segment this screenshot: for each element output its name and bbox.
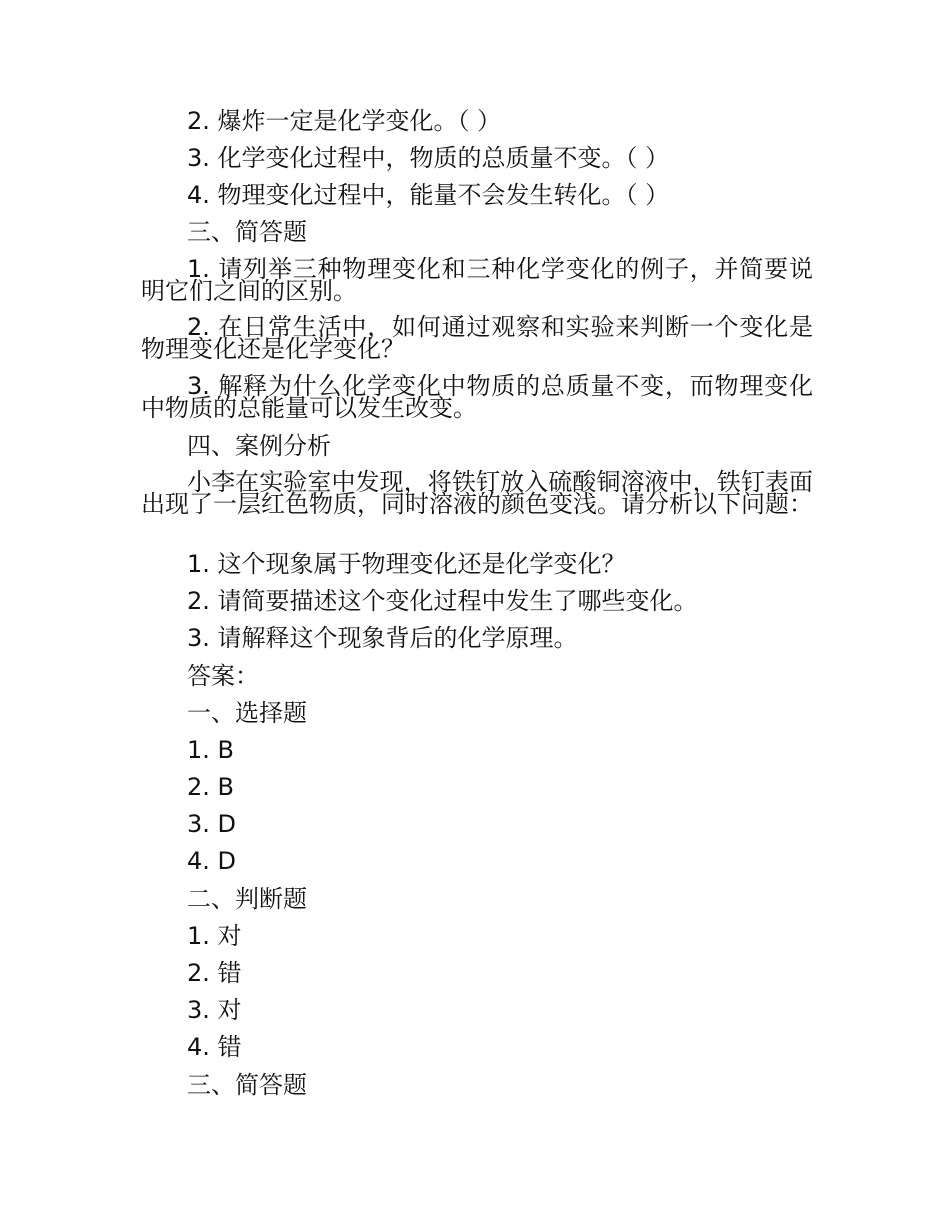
case-question-3: 3. 请解释这个现象背后的化学原理。	[187, 624, 578, 652]
case-question-2: 2. 请简要描述这个变化过程中发生了哪些变化。	[187, 587, 698, 615]
answers-short-answer-heading: 三、简答题	[187, 1071, 307, 1099]
case-question-1: 1. 这个现象属于物理变化还是化学变化？	[187, 550, 626, 578]
short-answer-question-3: 3. 解释为什么化学变化中物质的总质量不变，而物理变化中物质的总能量可以发生改变。	[141, 372, 813, 422]
section-heading-case-analysis: 四、案例分析	[187, 432, 331, 460]
answer-choice-2: 2. B	[187, 773, 234, 801]
answer-judgment-1: 1. 对	[187, 922, 242, 950]
case-intro-paragraph: 小李在实验室中发现，将铁钉放入硫酸铜溶液中，铁钉表面出现了一层红色物质，同时溶液的颜色变浅。请分析以下问题：	[141, 468, 813, 518]
answer-judgment-2: 2. 错	[187, 959, 242, 987]
answers-judgment-heading: 二、判断题	[187, 885, 307, 913]
answer-judgment-3: 3. 对	[187, 996, 242, 1024]
judgment-question-4: 4. 物理变化过程中，能量不会发生转化。（ ）	[187, 181, 670, 209]
answers-choice-heading: 一、选择题	[187, 699, 307, 727]
short-answer-question-2: 2. 在日常生活中，如何通过观察和实验来判断一个变化是物理变化还是化学变化？	[141, 313, 813, 363]
judgment-question-2: 2. 爆炸一定是化学变化。（ ）	[187, 107, 502, 135]
answer-choice-1: 1. B	[187, 736, 234, 764]
section-heading-short-answer: 三、简答题	[187, 218, 307, 246]
answer-choice-3: 3. D	[187, 810, 237, 838]
answers-label: 答案：	[187, 662, 259, 690]
short-answer-question-1: 1. 请列举三种物理变化和三种化学变化的例子，并简要说明它们之间的区别。	[141, 255, 813, 305]
answer-judgment-4: 4. 错	[187, 1033, 242, 1061]
judgment-question-3: 3. 化学变化过程中，物质的总质量不变。（ ）	[187, 144, 670, 172]
answer-choice-4: 4. D	[187, 847, 237, 875]
